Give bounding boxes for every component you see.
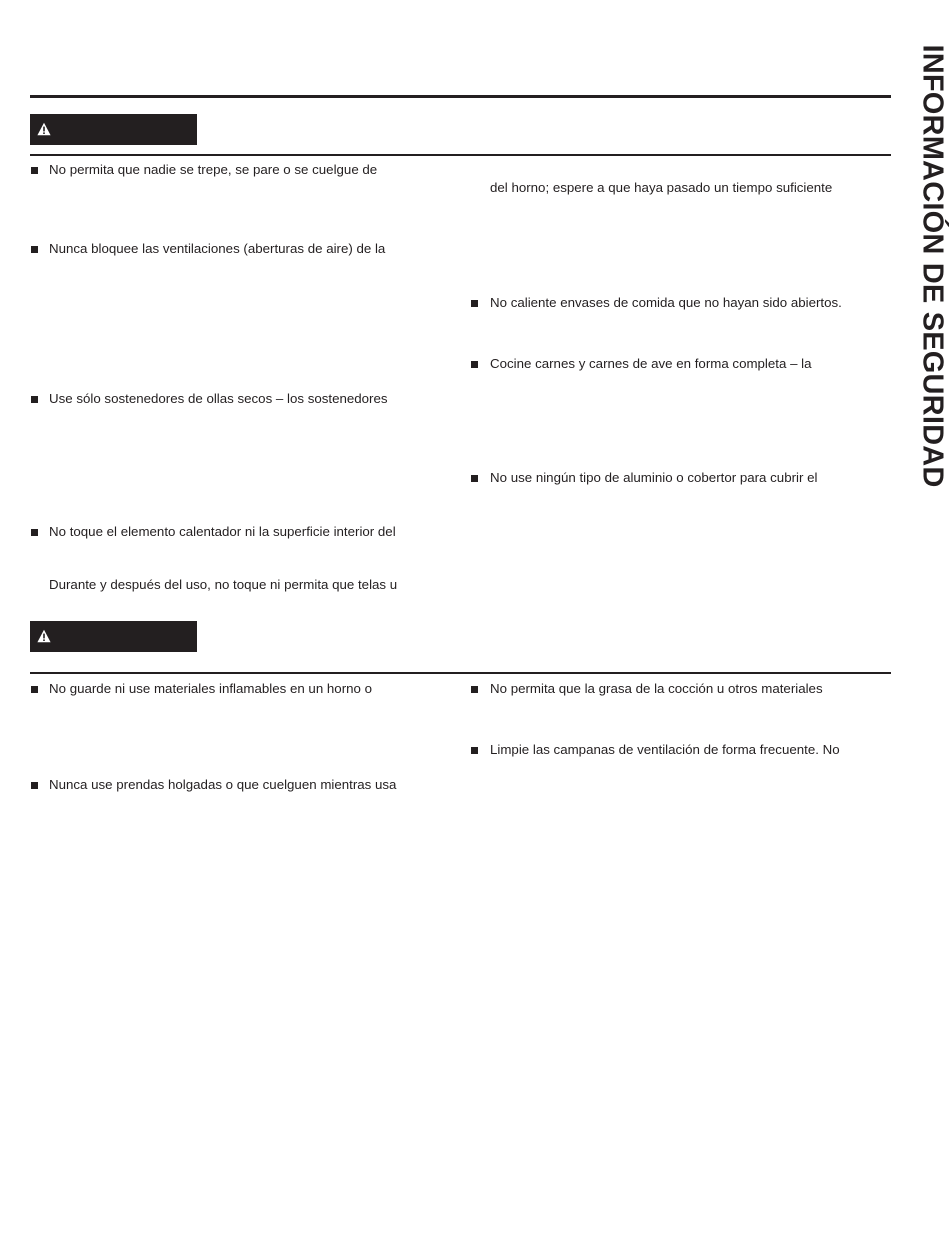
square-bullet-icon — [31, 782, 38, 789]
safety-item: No toque el elemento calentador ni la superficie interior del — [49, 524, 396, 539]
square-bullet-icon — [31, 529, 38, 536]
safety-item: Limpie las campanas de ventilación de forma frecuente. No — [490, 742, 840, 757]
safety-item: Use sólo sostenedores de ollas secos – los sostenedores — [49, 391, 388, 406]
warning-label-bar — [30, 621, 197, 652]
square-bullet-icon — [31, 167, 38, 174]
top-rule — [30, 95, 891, 98]
warning-triangle-icon — [37, 629, 51, 643]
square-bullet-icon — [31, 396, 38, 403]
safety-item: No permita que nadie se trepe, se pare o se cuelgue de — [49, 162, 378, 177]
safety-item-continuation: Durante y después del uso, no toque ni permita que telas u — [49, 577, 398, 592]
warning-triangle-icon — [37, 122, 51, 136]
safety-item: Nunca bloquee las ventilaciones (aberturas de aire) de la — [49, 241, 386, 256]
safety-item: No use ningún tipo de aluminio o cobertor para cubrir el — [490, 470, 818, 485]
square-bullet-icon — [471, 686, 478, 693]
section1-rule — [30, 154, 891, 156]
safety-item: Nunca use prendas holgadas o que cuelguen mientras usa — [49, 777, 397, 792]
square-bullet-icon — [471, 300, 478, 307]
square-bullet-icon — [471, 475, 478, 482]
warning-label-bar — [30, 114, 197, 145]
side-section-title: INFORMACIÓN DE SEGURIDAD — [916, 44, 949, 488]
safety-item: Cocine carnes y carnes de ave en forma completa – la — [490, 356, 812, 371]
safety-item: No caliente envases de comida que no hayan sido abiertos. — [490, 295, 842, 310]
safety-item: No permita que la grasa de la cocción u otros materiales — [490, 681, 823, 696]
section2-rule — [30, 672, 891, 674]
square-bullet-icon — [471, 361, 478, 368]
safety-item-continuation: del horno; espere a que haya pasado un tiempo suficiente — [490, 180, 833, 195]
square-bullet-icon — [31, 686, 38, 693]
square-bullet-icon — [31, 246, 38, 253]
safety-item: No guarde ni use materiales inflamables en un horno o — [49, 681, 373, 696]
square-bullet-icon — [471, 747, 478, 754]
